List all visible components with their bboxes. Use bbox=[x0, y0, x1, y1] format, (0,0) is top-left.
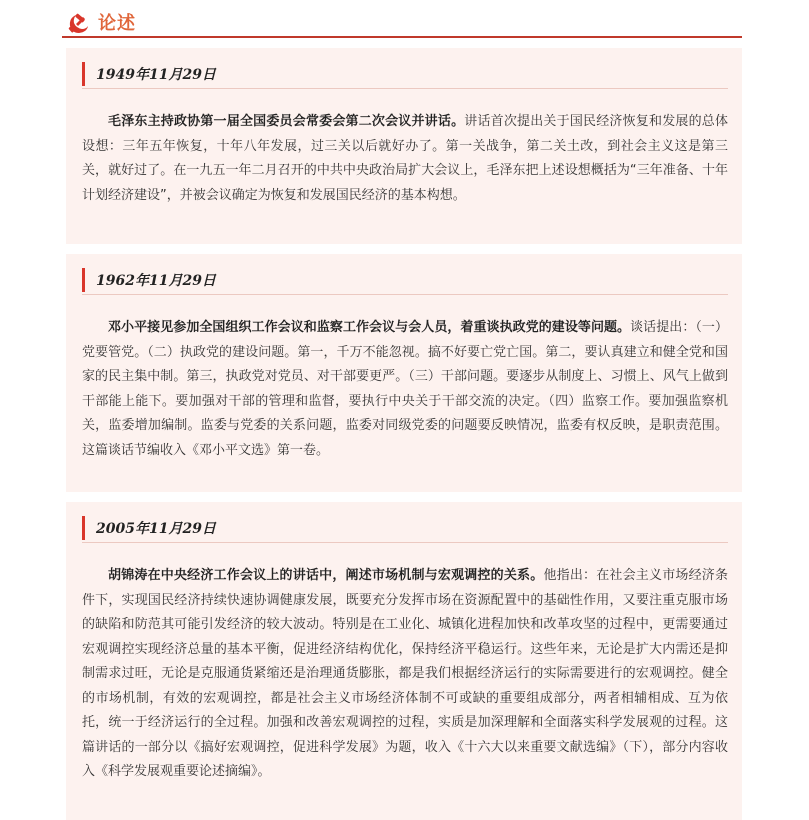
entry-date-row bbox=[82, 516, 728, 540]
entry-date: 1962年11月29日 bbox=[96, 273, 216, 289]
entry-date-row bbox=[82, 62, 728, 86]
date-divider bbox=[82, 88, 728, 89]
entry-lead: 胡锦涛在中央经济工作会议上的讲话中，阐述市场机制与宏观调控的关系。 bbox=[108, 568, 544, 583]
entry-date-row bbox=[82, 268, 728, 292]
entry-card bbox=[66, 254, 742, 492]
entry-date: 1949年11月29日 bbox=[96, 67, 216, 83]
entry-paragraph bbox=[82, 564, 728, 785]
date-accent-bar bbox=[82, 268, 85, 292]
date-accent-bar bbox=[82, 516, 85, 540]
entry-paragraph bbox=[82, 110, 728, 208]
entry-body: 他指出：在社会主义市场经济条件下，实现国民经济持续快速协调健康发展，既要充分发挥市场在资源配置中的基础性作用，又要注重克服市场的缺陷和防范其可能引发经济的较大波动。特别是在工业化、城镇化进程加快和改革攻坚的过程中，更需要通过宏观调控实现经济总量的基本平衡，促进经济结构优化，保持经济平稳运行。这些年来，无论是扩大内需还是抑制需求过旺，无论是克服通货紧缩还是治理通货膨胀，都是我们根据经济运行的实际需要进行的宏观调控。健全的市场机制，有效的宏观调控，都是社会主义市场经济体制不可或缺的重要组成部分，两者相辅相成、互为依托，统一于经济运行的全过程。加强和改善宏观调控的过程，实质是加深理解和全面落实科学发展观的过程。这篇讲话的一部分以《搞好宏观调控，促进科学发展》为题，收入《十六大以来重要文献选编》（下），部分内容收入《科学发展观重要论述摘编》。 bbox=[82, 568, 728, 779]
entry-card bbox=[66, 48, 742, 244]
entry-lead: 邓小平接见参加全国组织工作会议和监察工作会议与会人员，着重谈执政党的建设等问题。 bbox=[108, 320, 631, 335]
page-title: 论述 bbox=[98, 13, 136, 34]
section-header bbox=[62, 6, 742, 38]
date-accent-bar bbox=[82, 62, 85, 86]
entry-body: 谈话提出：（一）党要管党。（二）执政党的建设问题。第一，千万不能忽视。搞不好要亡党亡国。第二，要认真建立和健全党和国家的民主集中制。第三，执政党对党员、对干部要更严。（三）干部问题。要逐步从制度上、习惯上、风气上做到干部能上能下。要加强对干部的管理和监督，要执行中央关于干部交流的决定。（四）监察工作。要加强监察机关，监委增加编制。监委与党委的关系问题，监委对同级党委的问题要反映情况，监委有权反映，是职责范围。这篇谈话节编收入《邓小平文选》第一卷。 bbox=[82, 320, 728, 458]
date-divider bbox=[82, 542, 728, 543]
entry-card bbox=[66, 502, 742, 820]
entry-date: 2005年11月29日 bbox=[96, 521, 216, 537]
entry-body: 讲话首次提出关于国民经济恢复和发展的总体设想：三年五年恢复，十年八年发展，过三关以后就好办了。第一关战争，第二关土改，到社会主义这是第三关，就好过了。在一九五一年二月召开的中共中央政治局扩大会议上，毛泽东把上述设想概括为“三年准备、十年计划经济建设”，并被会议确定为恢复和发展国民经济的基本构想。 bbox=[82, 114, 728, 203]
entry-paragraph bbox=[82, 316, 728, 463]
party-emblem-icon bbox=[66, 12, 90, 34]
entry-lead: 毛泽东主持政协第一届全国委员会常委会第二次会议并讲话。 bbox=[108, 114, 465, 129]
date-divider bbox=[82, 294, 728, 295]
